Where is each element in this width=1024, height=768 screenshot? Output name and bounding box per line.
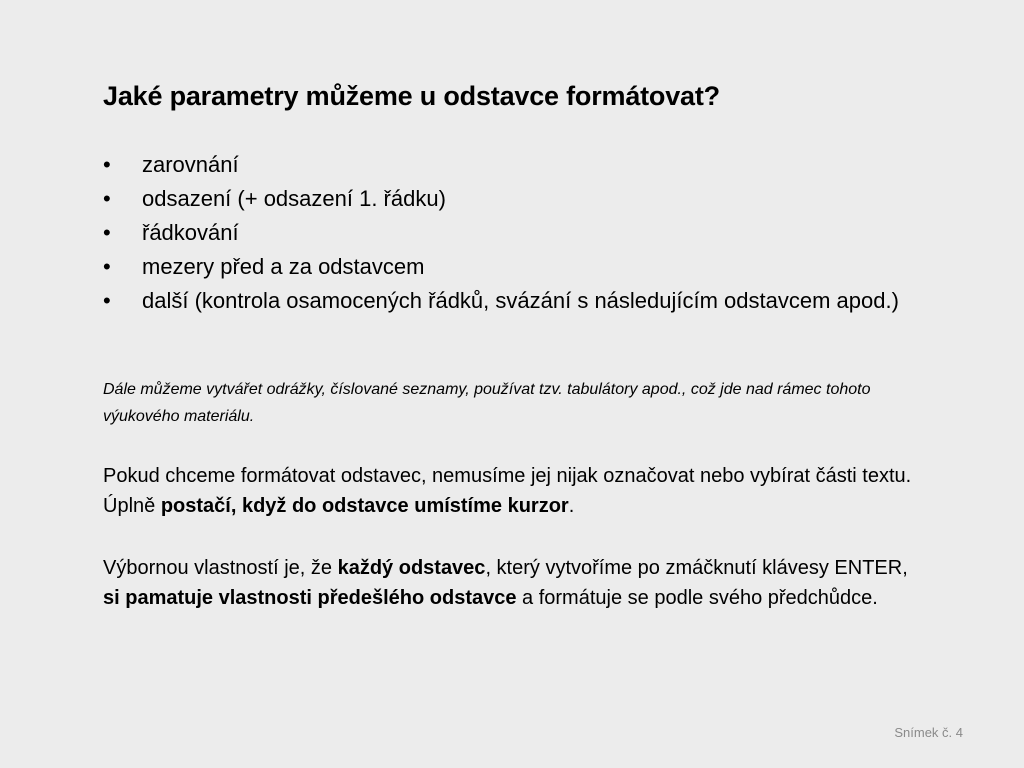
bullet-list	[103, 148, 923, 318]
slide-title: Jaké parametry můžeme u odstavce formátovat?	[103, 81, 720, 111]
paragraph-inheritance-tip	[103, 553, 923, 613]
bullet-item	[103, 250, 923, 284]
paragraph-text: a formátuje se podle svého předchůdce.	[516, 587, 878, 609]
bullet-text: řádkování	[142, 220, 239, 245]
bullet-item	[103, 182, 923, 216]
bullet-icon: •	[103, 220, 111, 245]
paragraph-cursor-tip	[103, 461, 923, 521]
bullet-text: další (kontrola osamocených řádků, svázání s následujícím odstavcem apod.)	[142, 288, 899, 313]
bullet-item	[103, 148, 923, 182]
bullet-icon: •	[103, 288, 111, 313]
paragraph-text: , který vytvoříme po zmáčknutí klávesy ENTER,	[485, 557, 908, 579]
bullet-text: mezery před a za odstavcem	[142, 254, 425, 279]
bullet-text: zarovnání	[142, 152, 239, 177]
paragraph-text: Pokud chceme formátovat odstavec, nemusíme jej nijak označovat nebo vybírat části textu. Úplně	[103, 465, 912, 517]
paragraph-text: .	[568, 495, 575, 517]
paragraph-text: Výbornou vlastností je, že	[103, 557, 338, 579]
bullet-icon: •	[103, 254, 111, 279]
bullet-icon: •	[103, 152, 111, 177]
paragraph-bold-text: postačí, když do odstavce umístíme kurzor	[160, 495, 569, 517]
paragraph-bold-text: si pamatuje vlastnosti předešlého odstavce	[103, 587, 517, 609]
bullet-item	[103, 216, 923, 250]
slide-number: Snímek č. 4	[894, 725, 963, 740]
bullet-text: odsazení (+ odsazení 1. řádku)	[142, 186, 446, 211]
bullet-icon: •	[103, 186, 111, 211]
bullet-item	[103, 284, 923, 318]
italic-note: Dále můžeme vytvářet odrážky, číslované seznamy, používat tzv. tabulátory apod., což jde nad rámec tohoto výukového materiálu.	[103, 381, 871, 425]
paragraph-bold-text: každý odstavec	[337, 557, 486, 579]
